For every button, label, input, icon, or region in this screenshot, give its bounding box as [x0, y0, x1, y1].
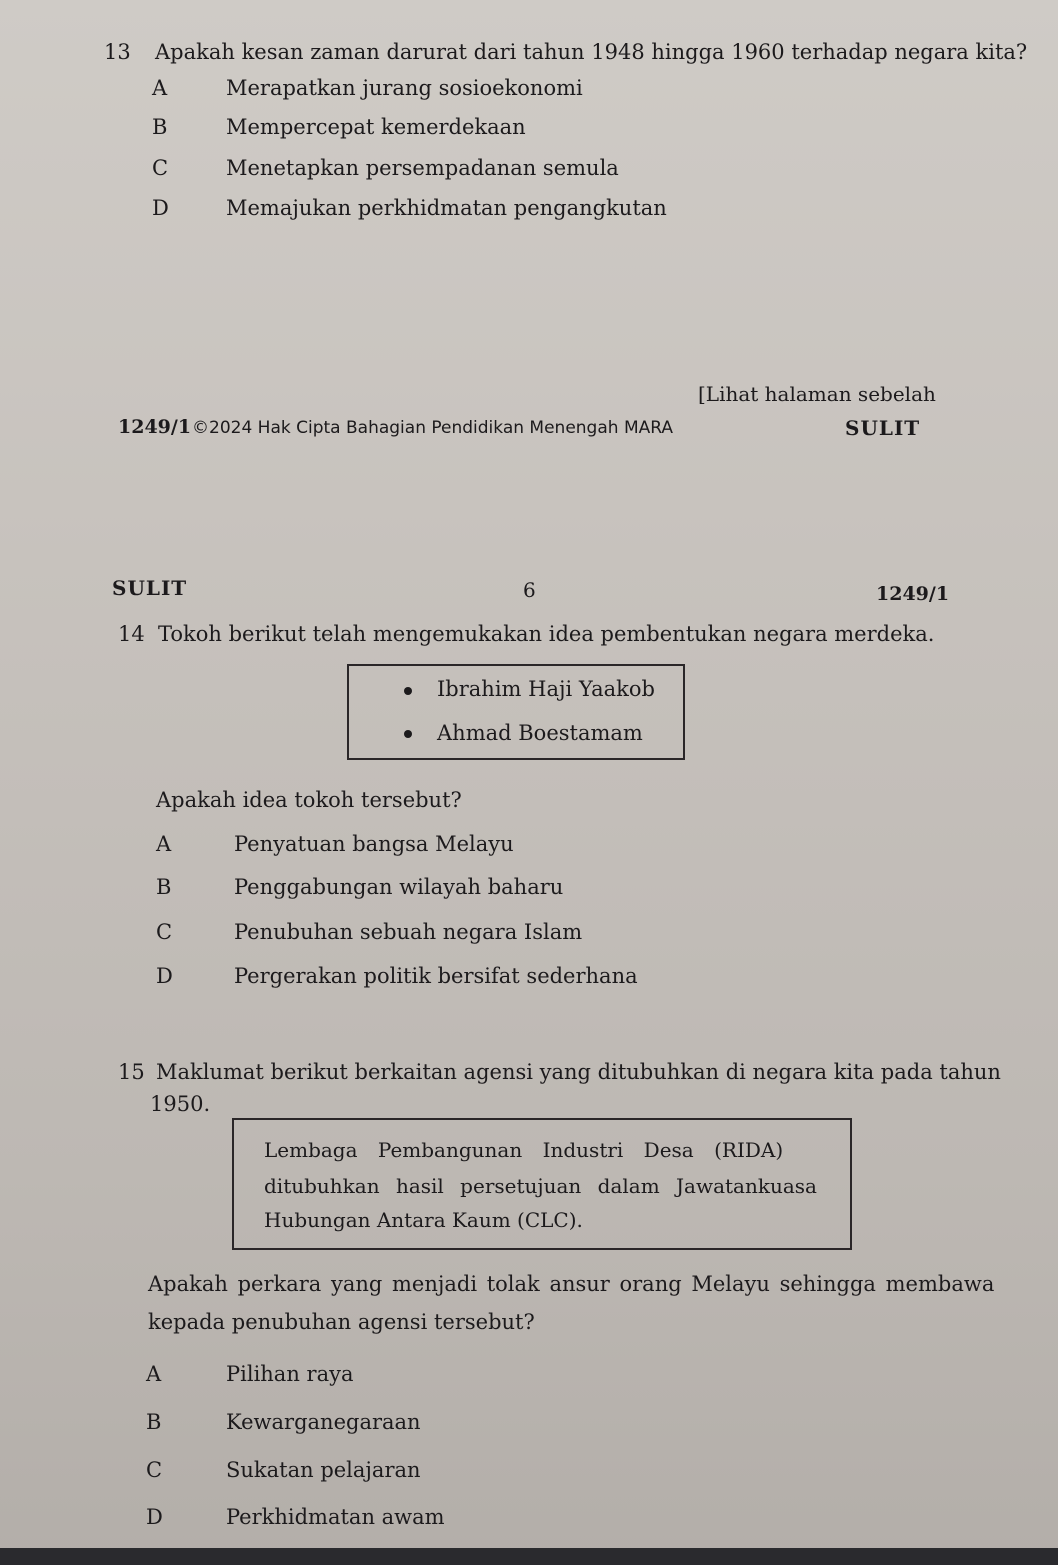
q15-box-line1: Lembaga Pembangunan Industri Desa (RIDA): [264, 1138, 784, 1162]
q15-number: 15: [118, 1060, 145, 1084]
q14-option-d-letter: D: [156, 964, 173, 988]
desk-edge: [0, 1548, 1058, 1565]
q14-option-b-letter: B: [156, 875, 172, 899]
header-paper-code: 1249/1: [876, 583, 950, 605]
q13-number: 13: [104, 40, 131, 64]
q13-option-d-text: Memajukan perkhidmatan pengangkutan: [226, 196, 667, 220]
q15-prompt-line2: kepada penubuhan agensi tersebut?: [148, 1310, 535, 1334]
q15-option-b-text: Kewarganegaraan: [226, 1410, 421, 1434]
page-number: 6: [523, 578, 536, 602]
q14-number: 14: [118, 622, 145, 646]
q15-question-line2: 1950.: [150, 1092, 211, 1116]
q14-prompt: Apakah idea tokoh tersebut?: [156, 788, 462, 812]
bullet-icon: [404, 730, 412, 738]
q15-question-line1: Maklumat berikut berkaitan agensi yang ditubuhkan di negara kita pada tahun: [156, 1060, 1001, 1084]
q13-option-b-text: Mempercepat kemerdekaan: [226, 115, 526, 139]
q13-option-b-letter: B: [152, 115, 168, 139]
q13-question: Apakah kesan zaman darurat dari tahun 1948 hingga 1960 terhadap negara kita?: [155, 40, 1028, 64]
q13-option-a-text: Merapatkan jurang sosioekonomi: [226, 76, 583, 100]
q15-option-d-text: Perkhidmatan awam: [226, 1505, 445, 1529]
q14-option-c-letter: C: [156, 920, 173, 944]
q15-option-b-letter: B: [146, 1410, 162, 1434]
footer-sulit: SULIT: [845, 416, 921, 440]
q13-option-c-letter: C: [152, 156, 169, 180]
q13-option-a-letter: A: [152, 76, 168, 100]
q13-option-c-text: Menetapkan persempadanan semula: [226, 156, 619, 180]
q14-box-item-1: Ibrahim Haji Yaakob: [437, 677, 655, 701]
q15-option-c-text: Sukatan pelajaran: [226, 1458, 421, 1482]
footer-paper-code: 1249/1: [118, 416, 192, 438]
bullet-icon: [404, 687, 412, 695]
turn-page-note: [Lihat halaman sebelah: [698, 382, 936, 406]
q15-option-a-letter: A: [146, 1362, 162, 1386]
q15-option-a-text: Pilihan raya: [226, 1362, 354, 1386]
q15-figure-box: [232, 1118, 852, 1250]
q14-box-item-2: Ahmad Boestamam: [437, 721, 643, 745]
q15-box-line2: ditubuhkan hasil persetujuan dalam Jawatankuasa: [264, 1174, 817, 1198]
q14-option-b-text: Penggabungan wilayah baharu: [234, 875, 564, 899]
q14-option-d-text: Pergerakan politik bersifat sederhana: [234, 964, 638, 988]
header-sulit: SULIT: [112, 576, 188, 600]
q14-option-a-text: Penyatuan bangsa Melayu: [234, 832, 514, 856]
q14-option-c-text: Penubuhan sebuah negara Islam: [234, 920, 583, 944]
q14-option-a-letter: A: [156, 832, 172, 856]
q15-option-c-letter: C: [146, 1458, 163, 1482]
q14-question: Tokoh berikut telah mengemukakan idea pembentukan negara merdeka.: [158, 622, 935, 646]
q14-figure-box: [347, 664, 685, 760]
footer-copyright: ©2024 Hak Cipta Bahagian Pendidikan Menengah MARA: [192, 418, 673, 438]
q15-option-d-letter: D: [146, 1505, 163, 1529]
q15-prompt-line1: Apakah perkara yang menjadi tolak ansur orang Melayu sehingga membawa: [148, 1272, 995, 1296]
q15-box-line3: Hubungan Antara Kaum (CLC).: [264, 1208, 583, 1232]
q13-option-d-letter: D: [152, 196, 169, 220]
